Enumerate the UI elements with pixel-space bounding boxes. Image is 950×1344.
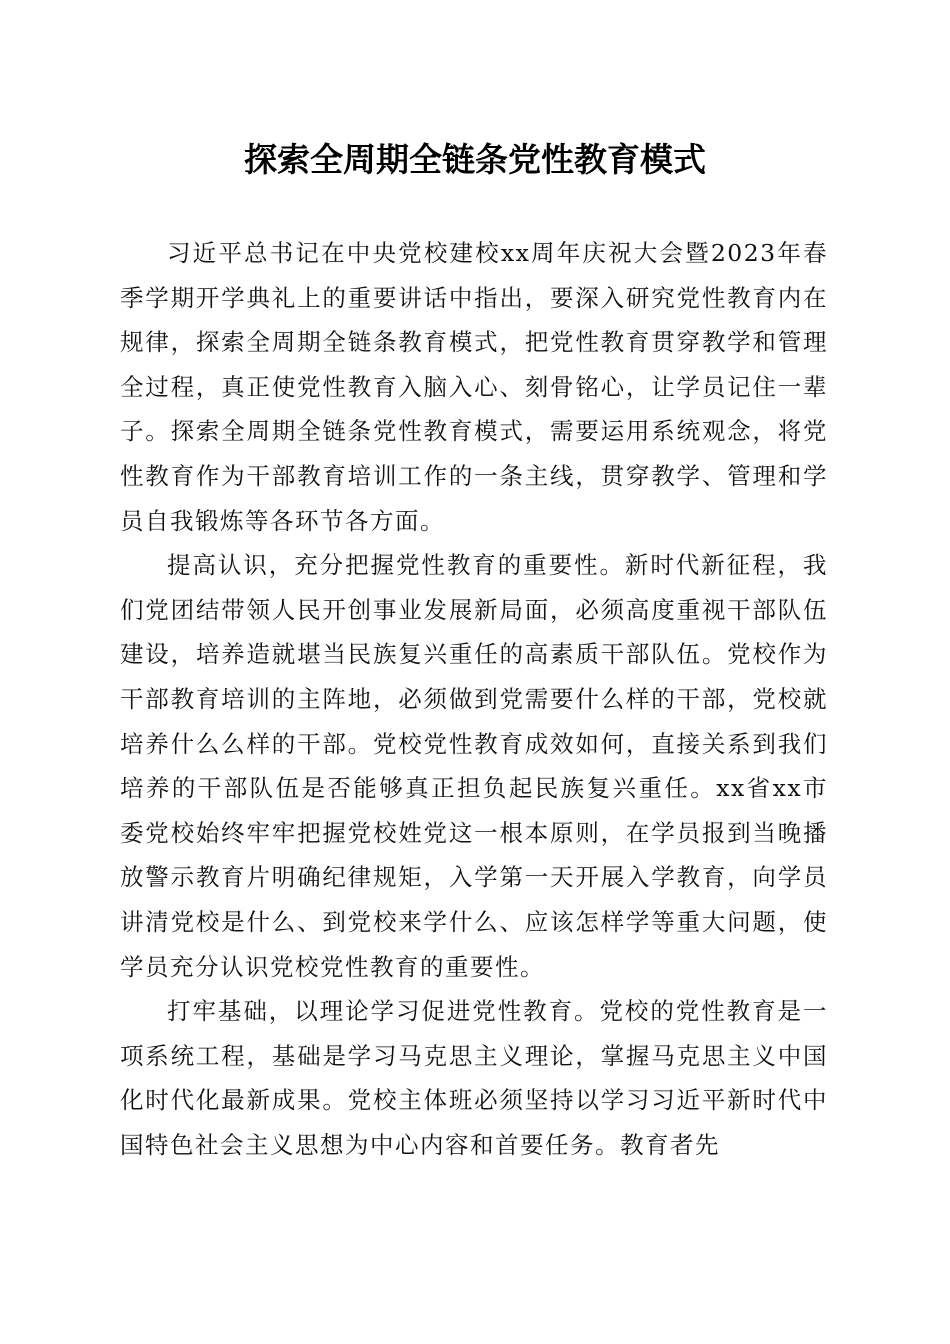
document-body [120,231,828,1167]
paragraph-foundation: 打牢基础，以理论学习促进党性教育。党校的党性教育是一项系统工程，基础是学习马克思主义理论，掌握马克思主义中国化时代化最新成果。党校主体班必须坚持以学习习近平新时代中国特色社会主义思想为中心内容和首要任务。教育者先 [120,997,828,1159]
paragraph-awareness: 提高认识，充分把握党性教育的重要性。新时代新征程，我们党团结带领人民开创事业发展新局面，必须高度重视干部队伍建设，培养造就堪当民族复兴重任的高素质干部队伍。党校作为干部教育培训的主阵地，必须做到党需要什么样的干部，党校就培养什么么样的干部。党校党性教育成效如何，直接关系到我们培养的干部队伍是否能够真正担负起民族复兴重任。xx省xx市委党校始终牢牢把握党校姓党这一根本原则，在学员报到当晚播放警示教育片明确纪律规矩，入学第一天开展入学教育，向学员讲清党校是什么、到党校来学什么、应该怎样学等重大问题，使学员充分认识党校党性教育的重要性。 [120,551,828,981]
paragraph-intro: 习近平总书记在中央党校建校xx周年庆祝大会暨2023年春季学期开学典礼上的重要讲话中指出，要深入研究党性教育内在规律，探索全周期全链条教育模式，把党性教育贯穿教学和管理全过程，真正使党性教育入脑入心、刻骨铭心，让学员记住一辈子。探索全周期全链条党性教育模式，需要运用系统观念，将党性教育作为干部教育培训工作的一条主线，贯穿教学、管理和学员自我锻炼等各环节各方面。 [120,239,828,535]
document-title: 探索全周期全链条党性教育模式 [244,140,706,179]
